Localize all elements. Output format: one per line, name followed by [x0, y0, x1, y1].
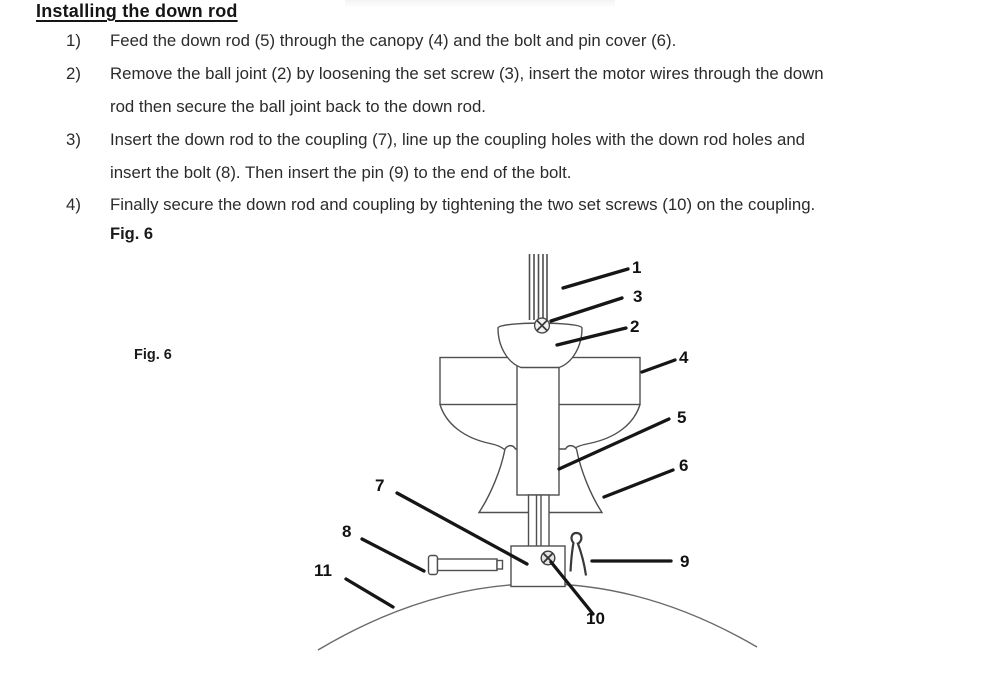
instruction-line: Feed the down rod (5) through the canopy (4) and the bolt and pin cover (6).: [110, 31, 677, 50]
page-title: Installing the down rod: [36, 1, 238, 21]
set-screw-shape: [535, 318, 550, 333]
lower-rod-shape: [529, 495, 550, 547]
callout-line-6: [604, 470, 673, 497]
callout-line-11: [346, 579, 393, 607]
motor-housing-shape: [318, 584, 757, 650]
figure-caption: Fig. 6: [110, 225, 154, 243]
callout-label-10: 10: [586, 609, 605, 628]
callout-label-3: 3: [633, 287, 643, 306]
callout-line-1: [563, 269, 628, 288]
callout-line-3: [551, 298, 622, 321]
motor-wires-shape: [530, 254, 548, 320]
callout-line-8: [362, 539, 424, 571]
coupling-shape: [511, 546, 565, 587]
pin-shape: [571, 533, 587, 576]
list-number: 4): [66, 195, 81, 214]
callout-line-5: [559, 419, 669, 469]
callout-label-5: 5: [677, 408, 687, 427]
instruction-line: Remove the ball joint (2) by loosening the set screw (3), insert the motor wires through the down: [110, 64, 824, 83]
list-number: 2): [66, 64, 81, 83]
callout-line-4: [642, 360, 675, 372]
list-number: 3): [66, 130, 81, 149]
callout-label-11: 11: [314, 561, 332, 580]
callout-label-1: 1: [632, 258, 642, 277]
callout-label-4: 4: [679, 348, 689, 367]
instruction-line: insert the bolt (8). Then insert the pin (9) to the end of the bolt.: [110, 163, 572, 182]
bolt-shape: [429, 556, 503, 575]
figure-side-label: Fig. 6: [134, 347, 172, 363]
callout-label-8: 8: [342, 522, 352, 541]
callout-line-10: [551, 562, 593, 614]
instruction-line: rod then secure the ball joint back to the down rod.: [110, 97, 486, 116]
callout-label-6: 6: [679, 456, 689, 475]
list-number: 1): [66, 31, 81, 50]
callout-label-2: 2: [630, 317, 640, 336]
callout-label-9: 9: [680, 552, 690, 571]
instruction-line: Insert the down rod to the coupling (7), line up the coupling holes with the down rod holes and: [110, 130, 806, 149]
down-rod-shape: [517, 362, 559, 495]
instruction-line: Finally secure the down rod and coupling by tightening the two set screws (10) on the coupling.: [110, 195, 816, 214]
callout-label-7: 7: [375, 476, 385, 495]
